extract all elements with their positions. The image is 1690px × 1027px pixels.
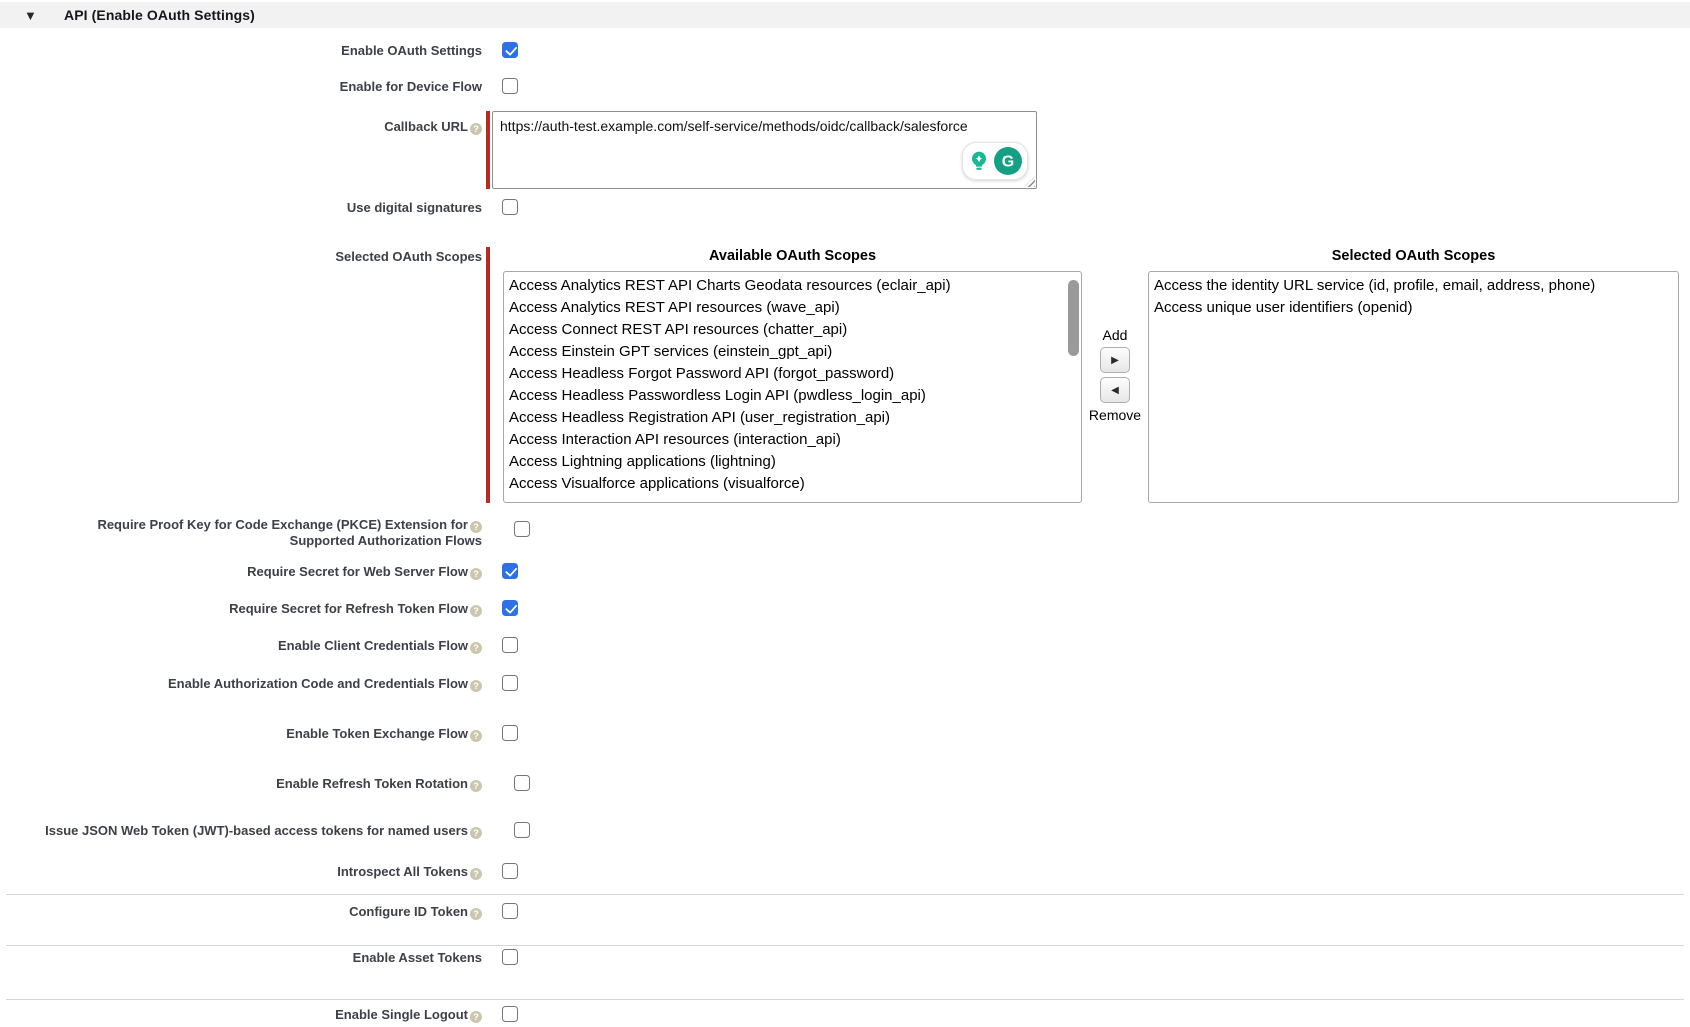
introspect-all-tokens-checkbox[interactable]	[502, 863, 518, 879]
callback-url-input[interactable]	[492, 111, 1037, 189]
remove-scope-button[interactable]	[1100, 377, 1130, 403]
row-issue-jwt-access-tokens	[0, 822, 1690, 843]
section-divider	[6, 945, 1684, 946]
selected-scopes-listbox[interactable]	[1148, 271, 1679, 503]
suggestion-lightbulb-icon[interactable]	[967, 149, 991, 173]
help-icon[interactable]: ?	[470, 868, 482, 880]
available-scopes-listbox[interactable]	[503, 271, 1082, 503]
svg-text:G: G	[1001, 153, 1015, 171]
row-enable-auth-code-and-credentials-flow	[0, 675, 1690, 696]
available-scope-option[interactable]: Access Interaction API resources (interaction_api)	[509, 431, 841, 448]
available-scope-option[interactable]: Access Visualforce applications (visualforce)	[509, 475, 805, 492]
row-configure-id-token	[0, 903, 1690, 924]
enable-auth-code-and-credentials-flow-checkbox[interactable]	[502, 675, 518, 691]
issue-jwt-access-tokens-checkbox[interactable]	[514, 822, 530, 838]
row-callback-url	[0, 111, 1690, 189]
available-scope-option[interactable]: Access Connect REST API resources (chatter_api)	[509, 321, 848, 338]
available-scope-option[interactable]: Access Headless Passwordless Login API (pwdless_login_api)	[509, 387, 926, 404]
enable-oauth-settings-label: Enable OAuth Settings	[341, 43, 482, 58]
collapse-triangle-icon[interactable]: ▼	[24, 7, 37, 23]
use-digital-signatures-checkbox[interactable]	[502, 199, 518, 215]
require-secret-web-server-flow-checkbox[interactable]	[502, 563, 518, 579]
configure-id-token-checkbox[interactable]	[502, 903, 518, 919]
selected-oauth-scopes-label: Selected OAuth Scopes	[335, 249, 482, 264]
configure-id-token-label: Configure ID Token	[349, 904, 468, 919]
help-icon[interactable]: ?	[470, 605, 482, 617]
required-field-bar	[486, 111, 490, 189]
help-icon[interactable]: ?	[470, 642, 482, 654]
require-pkce-label-line1: Require Proof Key for Code Exchange (PKCE) Extension for	[97, 517, 468, 532]
callback-url-value: https://auth-test.example.com/self-service/methods/oidc/callback/salesforce	[500, 118, 968, 134]
enable-client-credentials-flow-label: Enable Client Credentials Flow	[278, 638, 468, 653]
row-require-secret-web-server-flow	[0, 563, 1690, 584]
require-secret-refresh-token-flow-checkbox[interactable]	[502, 600, 518, 616]
introspect-all-tokens-label: Introspect All Tokens	[337, 864, 468, 879]
grammarly-icon[interactable]	[993, 146, 1023, 176]
selected-scope-option[interactable]: Access the identity URL service (id, profile, email, address, phone)	[1154, 277, 1596, 294]
enable-for-device-flow-checkbox[interactable]	[502, 78, 518, 94]
row-enable-single-logout	[0, 1006, 1690, 1027]
row-use-digital-signatures	[0, 199, 1690, 220]
row-selected-oauth-scopes	[0, 247, 1690, 503]
selected-scopes-header: Selected OAuth Scopes	[1331, 248, 1496, 264]
section-title: API (Enable OAuth Settings)	[64, 7, 255, 23]
row-enable-token-exchange-flow	[0, 725, 1690, 746]
row-enable-client-credentials-flow	[0, 637, 1690, 658]
help-icon[interactable]: ?	[470, 568, 482, 580]
section-divider	[6, 894, 1684, 895]
require-pkce-label-line2: Supported Authorization Flows	[289, 533, 482, 548]
row-enable-oauth-settings	[0, 42, 1690, 63]
scrollbar-thumb[interactable]	[1068, 280, 1079, 356]
enable-single-logout-label: Enable Single Logout	[335, 1007, 468, 1022]
enable-asset-tokens-checkbox[interactable]	[502, 949, 518, 965]
left-arrow-icon: ◀	[1111, 384, 1119, 396]
selected-scope-option[interactable]: Access unique user identifiers (openid)	[1154, 299, 1413, 316]
row-require-pkce	[0, 516, 1690, 549]
help-icon[interactable]: ?	[470, 730, 482, 742]
enable-refresh-token-rotation-checkbox[interactable]	[514, 775, 530, 791]
add-scope-button[interactable]	[1100, 347, 1130, 373]
section-divider	[6, 999, 1684, 1000]
help-icon[interactable]: ?	[470, 521, 482, 533]
help-icon[interactable]: ?	[470, 780, 482, 792]
enable-token-exchange-flow-checkbox[interactable]	[502, 725, 518, 741]
row-enable-refresh-token-rotation	[0, 775, 1690, 796]
row-require-secret-refresh-token-flow	[0, 600, 1690, 621]
textarea-resize-handle[interactable]	[1024, 176, 1035, 187]
available-scope-option[interactable]: Access Headless Registration API (user_registration_api)	[509, 409, 891, 426]
available-scope-option[interactable]: Access Analytics REST API Charts Geodata resources (eclair_api)	[509, 277, 951, 294]
require-secret-refresh-token-flow-label: Require Secret for Refresh Token Flow	[229, 601, 468, 616]
use-digital-signatures-label: Use digital signatures	[346, 200, 482, 215]
remove-label: Remove	[1088, 407, 1142, 423]
row-introspect-all-tokens	[0, 863, 1690, 884]
enable-client-credentials-flow-checkbox[interactable]	[502, 637, 518, 653]
row-enable-asset-tokens	[0, 949, 1690, 970]
help-icon[interactable]: ?	[470, 680, 482, 692]
issue-jwt-access-tokens-label: Issue JSON Web Token (JWT)-based access tokens for named users	[45, 823, 468, 838]
row-enable-for-device-flow	[0, 78, 1690, 99]
available-scope-option[interactable]: Access Lightning applications (lightning)	[509, 453, 776, 470]
require-pkce-checkbox[interactable]	[514, 521, 530, 537]
right-arrow-icon: ▶	[1111, 354, 1119, 366]
enable-for-device-flow-label: Enable for Device Flow	[339, 79, 482, 94]
help-icon[interactable]: ?	[470, 908, 482, 920]
enable-asset-tokens-label: Enable Asset Tokens	[352, 950, 482, 965]
add-label: Add	[1102, 327, 1128, 343]
section-header-api-oauth[interactable]	[0, 2, 1690, 28]
enable-single-logout-checkbox[interactable]	[502, 1006, 518, 1022]
writing-assistant-widget[interactable]	[962, 142, 1028, 180]
enable-oauth-settings-checkbox[interactable]	[502, 42, 518, 58]
available-scope-option[interactable]: Access Headless Forgot Password API (forgot_password)	[509, 365, 895, 382]
available-scopes-header: Available OAuth Scopes	[708, 248, 877, 264]
help-icon[interactable]: ?	[470, 827, 482, 839]
callback-url-label: Callback URL	[384, 119, 468, 134]
help-icon[interactable]: ?	[470, 1011, 482, 1023]
available-scope-option[interactable]: Access Analytics REST API resources (wave_api)	[509, 299, 840, 316]
available-scope-option[interactable]: Access Einstein GPT services (einstein_gpt_api)	[509, 343, 833, 360]
enable-auth-code-and-credentials-flow-label: Enable Authorization Code and Credentials Flow	[168, 676, 468, 691]
enable-refresh-token-rotation-label: Enable Refresh Token Rotation	[276, 776, 468, 791]
required-field-bar	[486, 247, 490, 503]
require-secret-web-server-flow-label: Require Secret for Web Server Flow	[247, 564, 468, 579]
enable-token-exchange-flow-label: Enable Token Exchange Flow	[286, 726, 468, 741]
help-icon[interactable]: ?	[470, 123, 482, 135]
